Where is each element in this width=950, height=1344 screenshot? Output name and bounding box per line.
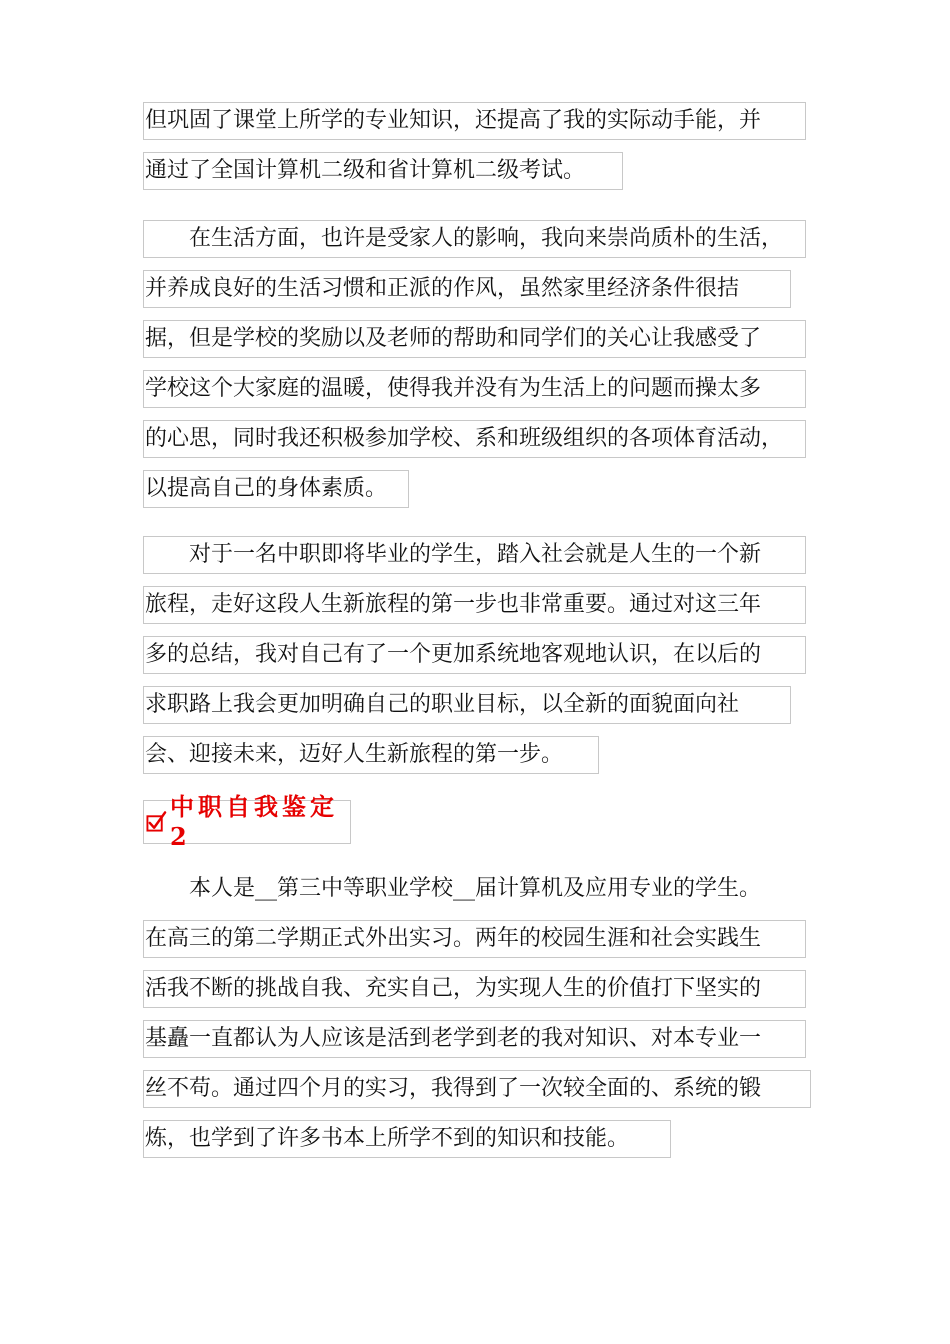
text-line: 基矗一直都认为人应该是活到老学到老的我对知识、对本专业一 — [143, 1020, 806, 1058]
text-line: 但巩固了课堂上所学的专业知识，还提高了我的实际动手能，并 — [143, 102, 806, 140]
text-line: 在高三的第二学期正式外出实习。两年的校园生涯和社会实践生 — [143, 920, 806, 958]
text-line: 多的总结，我对自己有了一个更加系统地客观地认识，在以后的 — [143, 636, 806, 674]
text-line: 学校这个大家庭的温暖，使得我并没有为生活上的问题而操太多 — [143, 370, 806, 408]
checkbox-checked-icon — [146, 810, 167, 834]
section-heading-text: 中职自我鉴定2 — [169, 792, 338, 851]
text-line: 通过了全国计算机二级和省计算机二级考试。 — [143, 152, 623, 190]
section-heading — [143, 792, 351, 851]
text-line: 丝不苟。通过四个月的实习，我得到了一次较全面的、系统的锻 — [143, 1070, 811, 1108]
text-line: 对于一名中职即将毕业的学生，踏入社会就是人生的一个新 — [143, 536, 806, 574]
text-line: 旅程，走好这段人生新旅程的第一步也非常重要。通过对这三年 — [143, 586, 806, 624]
text-line: 以提高自己的身体素质。 — [143, 470, 409, 508]
text-line: 炼，也学到了许多书本上所学不到的知识和技能。 — [143, 1120, 671, 1158]
text-line: 活我不断的挑战自我、充实自己，为实现人生的价值打下坚实的 — [143, 970, 806, 1008]
text-line: 并养成良好的生活习惯和正派的作风，虽然家里经济条件很拮 — [143, 270, 791, 308]
text-line: 在生活方面，也许是受家人的影响，我向来崇尚质朴的生活， — [143, 220, 806, 258]
text-line: 的心思，同时我还积极参加学校、系和班级组织的各项体育活动， — [143, 420, 806, 458]
text-line: 本人是__第三中等职业学校__届计算机及应用专业的学生。 — [189, 876, 762, 901]
text-line: 据，但是学校的奖励以及老师的帮助和同学们的关心让我感受了 — [143, 320, 806, 358]
text-line: 求职路上我会更加明确自己的职业目标，以全新的面貌面向社 — [143, 686, 791, 724]
text-line: 会、迎接未来，迈好人生新旅程的第一步。 — [143, 736, 599, 774]
